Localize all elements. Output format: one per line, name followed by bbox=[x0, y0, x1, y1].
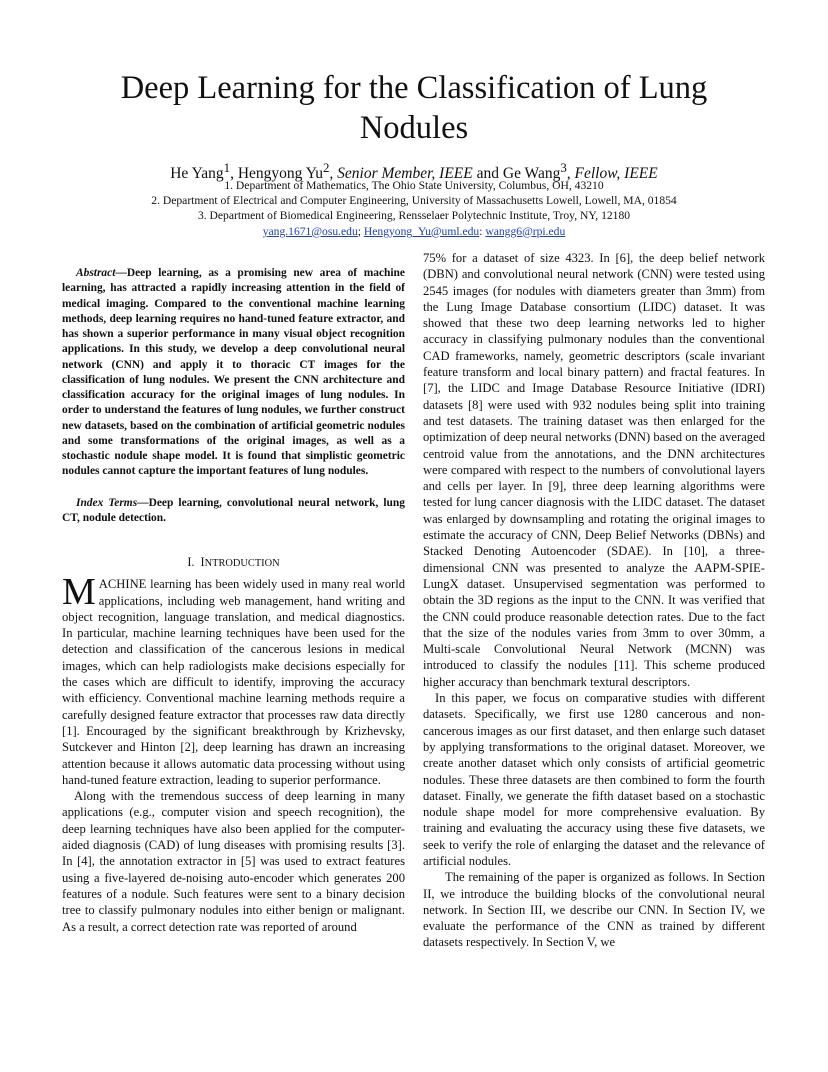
intro-paragraph-1-text: ACHINE learning has been widely used in many real world applications, including web management, hand writing and object recognition, language translation, and medical diagnostics. In particular, machine learning techniques have been used for the detection and classification of the cancerous lesions in medical images, which can help radiologists make decisions especially for the cases which are difficult to identify, improving the accuracy with efficiency. Conventional machine learning methods require a carefully designed feature extractor that processes raw data directly [1]. Encouraged by the significant breakthrough by Krizhevsky, Sutckever and Hinton [2], deep learning has drawn an increasing attention because it allows automatic data processing without using hand-tuned feature extraction, leading to superior performance. bbox=[62, 577, 405, 787]
index-terms-dash: — bbox=[137, 496, 149, 509]
email-separator-2: : bbox=[479, 224, 486, 238]
intro-paragraph-4: The remaining of the paper is organized as follows. In Section II, we introduce the building blocks of the convolutional neural network. In Section III, we describe our CNN. In Section IV, we evaluate the performance of the CNN as trained by different datasets respectively. In Section V, we bbox=[423, 870, 765, 950]
author-3-role: , Fellow, IEEE bbox=[566, 165, 658, 183]
abstract-dash: — bbox=[115, 267, 127, 279]
email-line bbox=[0, 224, 828, 239]
abstract-label: Abstract bbox=[76, 267, 116, 279]
author-1-name: He Yang bbox=[170, 165, 224, 183]
email-separator-1: ; bbox=[357, 224, 364, 238]
section-title-cap: I bbox=[200, 555, 205, 569]
author-1-affil: 1 bbox=[223, 160, 231, 175]
affiliation-3: 3. Department of Biomedical Engineering, Rensselaer Polytechnic Institute, Troy, NY, 12180 bbox=[197, 209, 631, 223]
drop-cap: M bbox=[62, 571, 96, 614]
paper-title bbox=[0, 68, 828, 148]
author-3-affil: 3 bbox=[560, 160, 567, 175]
intro-paragraph-2: Along with the tremendous success of deep learning in many applications (e.g., computer vision and speech recognition), the deep learning techniques have also been applied for the computer-aided diagnosis (CAD) of lung diseases with promising results [3]. In [4], the annotation extractor in [5] was used to extract features using a five-layered de-noising auto-encoder which generates 200 features of a nodule. Such features were sent to a binary decision tree to classify pulmonary nodules into either benign or malignant. As a result, a correct detection rate was reported of around bbox=[62, 789, 405, 934]
left-column bbox=[62, 266, 405, 935]
author-separator: , bbox=[230, 165, 238, 183]
author-2-affil: 2 bbox=[322, 160, 330, 175]
section-heading-introduction bbox=[62, 554, 405, 572]
section-title-rest: NTRODUCTION bbox=[204, 558, 280, 569]
index-terms-text: Deep learning, convolutional neural network, lung CT, nodule detection. bbox=[62, 496, 405, 524]
abstract bbox=[62, 266, 405, 480]
email-link-2[interactable]: Hengyong_Yu@uml.edu bbox=[363, 224, 480, 238]
index-terms bbox=[62, 496, 405, 527]
email-link-1[interactable]: yang.1671@osu.edu bbox=[262, 224, 358, 238]
affiliation-1: 1. Department of Mathematics, The Ohio State University, Columbus, OH, 43210 bbox=[224, 179, 604, 192]
affiliation-2: 2. Department of Electrical and Computer Engineering, University of Massachusetts Lowell, Lowell, MA, 01854 bbox=[151, 194, 677, 208]
author-2-name: Hengyong Yu bbox=[237, 165, 323, 183]
title-line-1: Deep Learning for the Classification of Lung bbox=[120, 70, 708, 106]
section-numeral: I. bbox=[187, 555, 195, 569]
email-link-3[interactable]: wangg6@rpi.edu bbox=[485, 224, 566, 238]
affiliations bbox=[0, 178, 828, 239]
intro-paragraph-1 bbox=[62, 571, 405, 788]
author-3-name: Ge Wang bbox=[502, 165, 561, 183]
right-column bbox=[423, 250, 765, 951]
intro-paragraph-3: In this paper, we focus on comparative studies with different datasets. Specifically, we first use 1280 cancerous and non-cancerous images as our first dataset, and then enlarge such dataset by applying transformations to the original dataset. Moreover, we create another dataset which only consists of artificial geometric nodules. These three datasets are then combined to form the fourth dataset. Finally, we generate the fifth dataset based on a stochastic nodule shape model for more comprehensive evaluation. By training and evaluating the accuracy using these five datasets, we seek to verify the role of enlarging the dataset and the relevance of artificial nodules. bbox=[423, 691, 765, 868]
author-and: and bbox=[472, 165, 503, 183]
abstract-text: Deep learning, as a promising new area of machine learning, has attracted a rapidly increasing attention in the field of medical imaging. Compared to the conventional machine learning methods, deep learning requires no hand-tuned feature extractor, and has shown a superior performance in many visual object recognition applications. In this study, we develop a deep convolutional neural network (CNN) and apply it to thoracic CT images for the classification of lung nodules. We present the CNN architecture and classification accuracy for the original images of lung nodules. In order to understand the features of lung nodules, we further construct new datasets, based on the combination of artificial geometric nodules and some transformations of the original images, as well as a stochastic nodule shape model. It is found that simplistic geometric nodules cannot capture the important features of lung nodules. bbox=[62, 267, 405, 478]
title-line-2: Nodules bbox=[359, 110, 469, 146]
author-2-role: , Senior Member, IEEE bbox=[329, 165, 473, 183]
intro-paragraph-2-continued: 75% for a dataset of size 4323. In [6], the deep belief network (DBN) and convolutional neural network (CNN) were tested using 2545 images (for nodules with diameters greater than 3mm) from the Lung Image Database consortium (LIDC) dataset. It was showed that these two deep learning networks led to higher accuracy in classifying pulmonary nodules than the conventional CAD frameworks, namely, geometric descriptors (scale invariant feature transform and local binary pattern) and fractal features. In [7], the LIDC and Image Database Resource Initiative (IDRI) datasets [8] were used with 932 nodules being split into training and test datasets. The training dataset was then enlarged for the optimization of deep neural networks (DNN) based on the averaged centroid value from the annotations, and the DNN architectures were compared with respect to the numbers of convolutional layers and cells per layer. In [9], three deep learning algorithms were tested for lung cancer diagnosis with the LIDC dataset. The dataset was enlarged by downsampling and rotating the original images to estimate the accuracy of CNN, Deep Belief Networks (DBNs) and Stacked Denoting Autoencoder (SDAE). In [10], a three-dimensional CNN was presented to analyze the AAPM-SPIE-LungX dataset. Unsupervised segmentation was performed to obtain the 3D regions as the input to the CNN. It was verified that the CNN could produce reasonable detection rates. Due to the fact that the size of the nodules varies from 3mm to over 30mm, a Multi-scale Convolutional Neural Network (MCNN) was introduced to classify the nodules [11]. This scheme produced higher accuracy than benchmark textural descriptors. bbox=[423, 251, 765, 689]
index-terms-label: Index Terms bbox=[76, 496, 138, 509]
